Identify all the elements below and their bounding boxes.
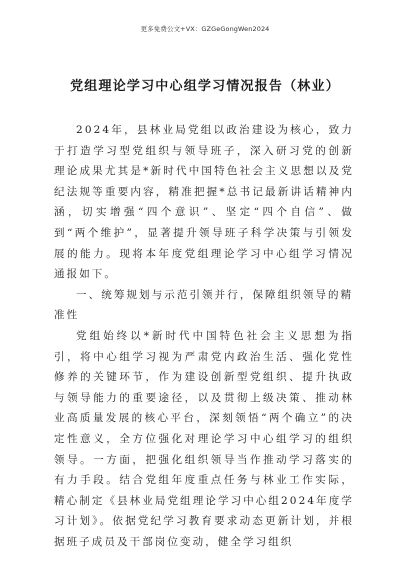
header-note: 更多免费公文+VX：GZGeGongWen2024 [140,25,270,33]
document-title: 党组理论学习中心组学习情况报告（林业） [70,79,340,94]
document-body [54,120,354,552]
section-heading: 一、统筹规划与示范引领并行，保障组织领导的精准性 [54,288,354,322]
intro-paragraph: 2024年，县林业局党组以政治建设为核心，致力于打造学习型党组织与领导班子，深入研习党的创新理论成果尤其是*新时代中国特色社会主义思想以及党纪法规等重要内容，精准把握*总书记最新讲话精神内涵，切实增强“四个意识”、坚定“四个自信”、做到“两个维护”，显著提升领导班子科学决策与引领发展的能力。现将本年度党组理论学习中心组学习情况通报如下。 [54,124,354,281]
body-paragraph: 党组始终以*新时代中国特色社会主义思想为指引，将中心组学习视为严肃党内政治生活、强化党性修养的关键环节，作为建设创新型党组织、提升执政与领导能力的重要途径，以及贯彻上级决策、推动林业高质量发展的核心平台，深刻领悟“两个确立”的决定性意义，全方位强化对理论学习中心组学习的组织领导。一方面，把强化组织领导当作推动学习落实的有力手段。结合党组年度重点任务与林业工作实际，精心制定《县林业局党组理论学习中心组2024年度学习计划》。依据党纪学习教育要求动态更新计划，并根据班子成员及干部岗位变动，健全学习组织 [54,329,354,548]
